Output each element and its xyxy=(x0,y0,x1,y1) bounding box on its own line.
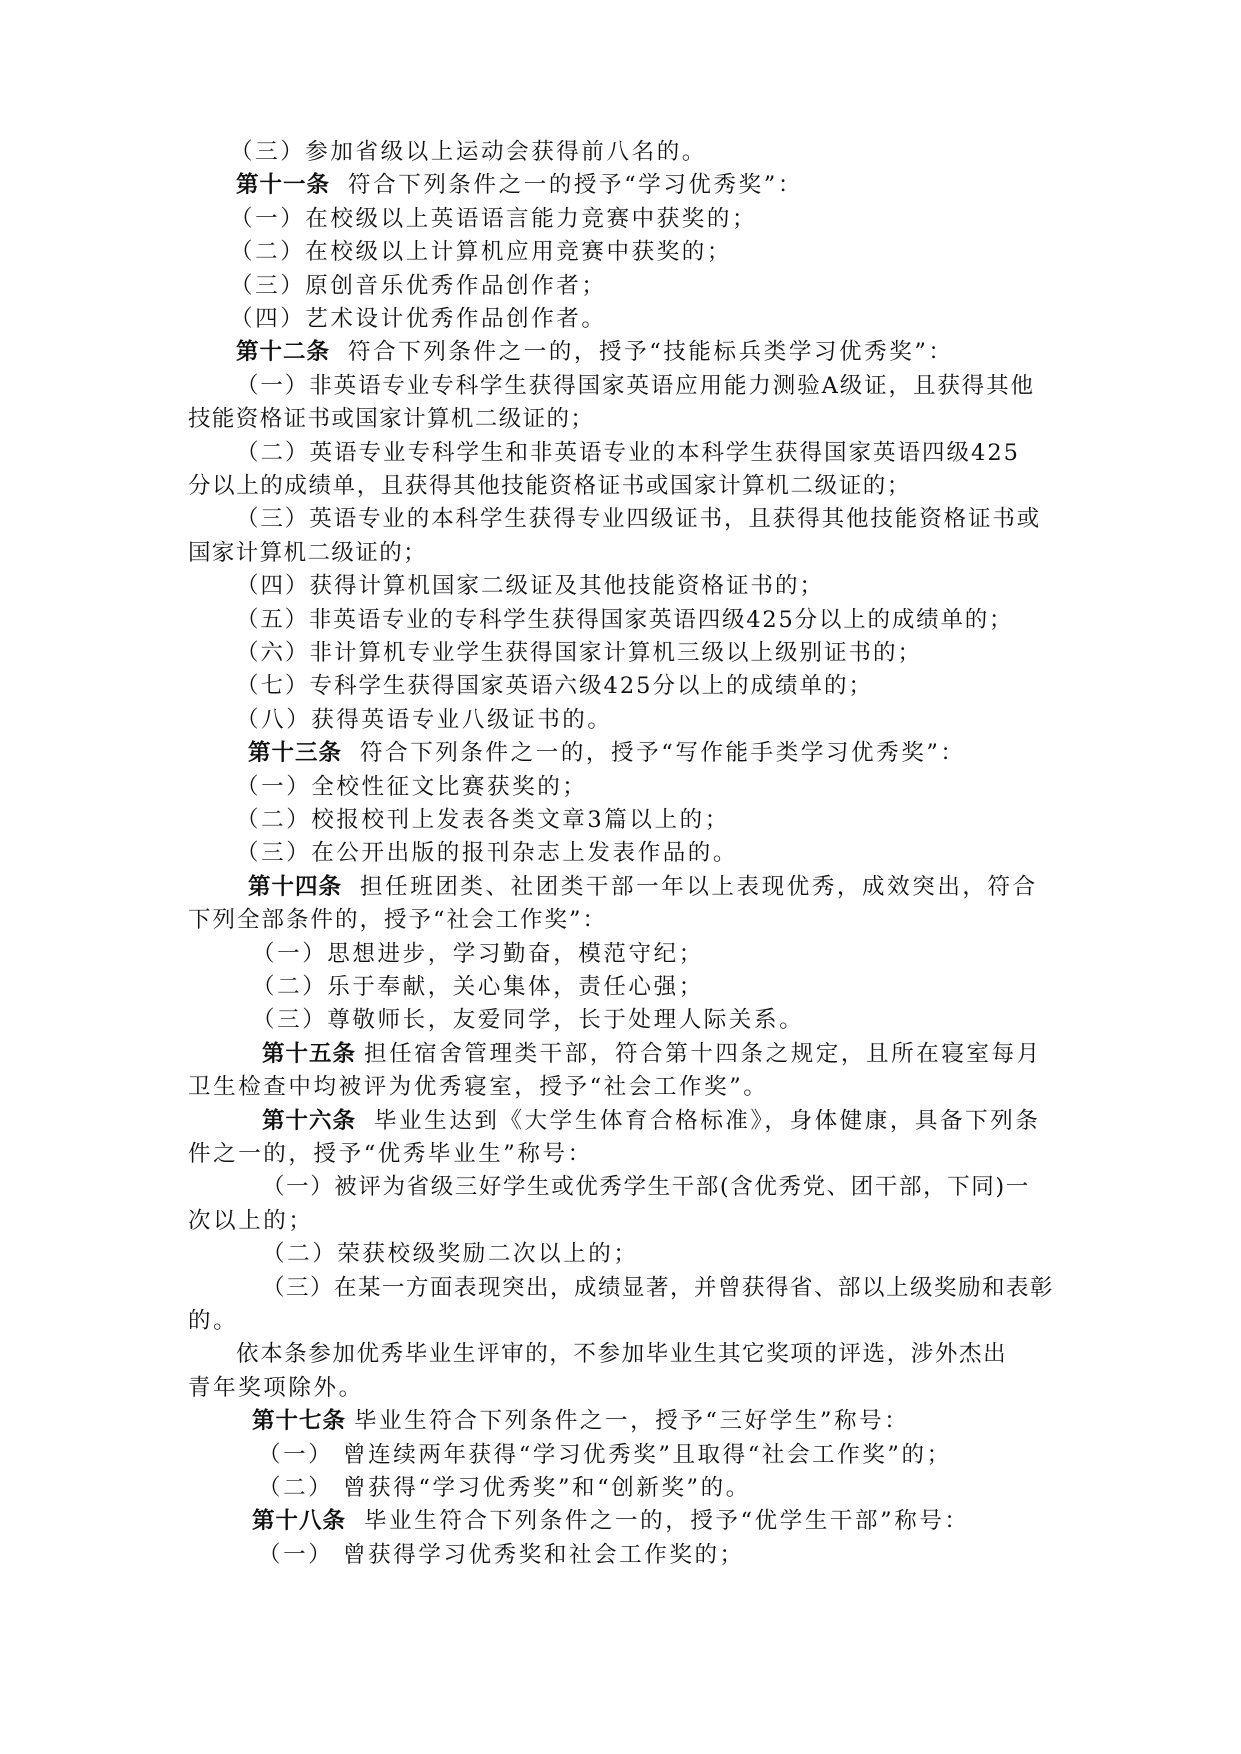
text-line: 卫生检查中均被评为优秀寝室，授予“社会工作奖”。 xyxy=(188,1074,769,1100)
article-line xyxy=(0,1038,1241,1070)
text-line: 青年奖项除外。 xyxy=(188,1375,364,1401)
text-line: 分以上的成绩单，且获得其他技能资格证书或国家计算机二级证的； xyxy=(188,473,912,499)
article-text: 毕业生达到《大学生体育合格标准》，身体健康，具备下列条 xyxy=(374,1108,1041,1134)
text-line: 技能资格证书或国家计算机二级证的； xyxy=(188,406,595,432)
text-line: （三）英语专业的本科学生获得专业四级证书，且获得其他技能资格证书或 xyxy=(236,506,1042,532)
article-text: 符合下列条件之一的授予“学习优秀奖”： xyxy=(348,172,803,198)
article-line xyxy=(0,1505,1241,1537)
article-heading: 第十五条 xyxy=(262,1041,357,1067)
text-line: （三）尊敬师长，友爱同学，长于处理人际关系。 xyxy=(252,1007,805,1033)
article-text: 担任宿舍管理类干部，符合第十四条之规定，且所在寝室每月 xyxy=(364,1041,1042,1067)
article-text: 毕业生符合下列条件之一的，授予“优学生干部”称号： xyxy=(364,1508,970,1534)
text-line: （一）在校级以上英语语言能力竞赛中获奖的； xyxy=(230,206,758,232)
article-text: 毕业生符合下列条件之一，授予“三好学生”称号： xyxy=(354,1408,910,1434)
article-heading: 第十八条 xyxy=(252,1508,347,1534)
text-line: （三）参加省级以上运动会获得前八名的。 xyxy=(230,139,707,165)
text-line: 依本条参加优秀毕业生评审的，不参加毕业生其它奖项的评选，涉外杰出 xyxy=(236,1341,1008,1367)
text-line: （六）非计算机专业学生获得国家计算机三级以上级别证书的； xyxy=(236,640,923,666)
text-line: 下列全部条件的，授予“社会工作奖”： xyxy=(188,907,608,933)
text-line: （五）非英语专业的专科学生获得国家英语四级425分以上的成绩单的； xyxy=(236,607,1014,633)
article-line xyxy=(0,871,1241,903)
article-line xyxy=(0,336,1241,368)
text-line: （二）在校级以上计算机应用竞赛中获奖的； xyxy=(230,239,733,265)
article-line xyxy=(0,1405,1241,1437)
article-text: 符合下列条件之一的，授予“写作能手类学习优秀奖”： xyxy=(360,740,966,766)
text-line: 次以上的； xyxy=(188,1208,314,1234)
text-line: （一）全校性征文比赛获奖的； xyxy=(236,774,588,800)
text-line: （二）乐于奉献，关心集体，责任心强； xyxy=(252,974,704,1000)
text-line: （三）在公开出版的报刊杂志上发表作品的。 xyxy=(236,840,739,866)
article-heading: 第十一条 xyxy=(236,172,331,198)
text-line: 的。 xyxy=(188,1308,239,1334)
text-line: （八）获得英语专业八级证书的。 xyxy=(236,707,613,733)
text-line: （一） 曾获得学习优秀奖和社会工作奖的； xyxy=(258,1542,745,1568)
text-line: （四）获得计算机国家二级证及其他技能资格证书的； xyxy=(236,573,825,599)
article-heading: 第十二条 xyxy=(236,339,331,365)
article-heading: 第十四条 xyxy=(248,874,343,900)
article-line xyxy=(0,737,1241,769)
text-line: （三）原创音乐优秀作品创作者； xyxy=(230,273,607,299)
text-line: （二）荣获校级奖励二次以上的； xyxy=(262,1241,639,1267)
text-line: （二）英语专业专科学生和非英语专业的本科学生获得国家英语四级425 xyxy=(236,440,1020,466)
text-line: （一）非英语专业专科学生获得国家英语应用能力测验A级证，且获得其他 xyxy=(236,373,1035,399)
article-text: 符合下列条件之一的，授予“技能标兵类学习优秀奖”： xyxy=(348,339,954,365)
text-line: （一）思想进步，学习勤奋，模范守纪； xyxy=(252,941,704,967)
article-heading: 第十六条 xyxy=(262,1108,357,1134)
text-line: （二） 曾获得“学习优秀奖”和“创新奖”的。 xyxy=(258,1475,751,1501)
text-line: （二）校报校刊上发表各类文章3篇以上的； xyxy=(236,807,730,833)
text-line: 件之一的，授予“优秀毕业生”称号： xyxy=(188,1141,593,1167)
article-heading: 第十七条 xyxy=(252,1408,347,1434)
article-heading: 第十三条 xyxy=(248,740,343,766)
text-line: 国家计算机二级证的； xyxy=(188,540,428,566)
text-line: （三）在某一方面表现突出，成绩显著，并曾获得省、部以上级奖励和表彰 xyxy=(262,1275,1055,1301)
article-line xyxy=(0,1105,1241,1137)
text-line: （七）专科学生获得国家英语六级425分以上的成绩单的； xyxy=(236,673,873,699)
article-text: 担任班团类、社团类干部一年以上表现优秀，成效突出，符合 xyxy=(360,874,1038,900)
text-line: （一）被评为省级三好学生或优秀学生干部(含优秀党、团干部，下同)一 xyxy=(262,1174,1030,1200)
article-line xyxy=(0,169,1241,201)
text-line: （一） 曾连续两年获得“学习优秀奖”且取得“社会工作奖”的； xyxy=(258,1442,952,1468)
text-line: （四）艺术设计优秀作品创作者。 xyxy=(230,306,607,332)
